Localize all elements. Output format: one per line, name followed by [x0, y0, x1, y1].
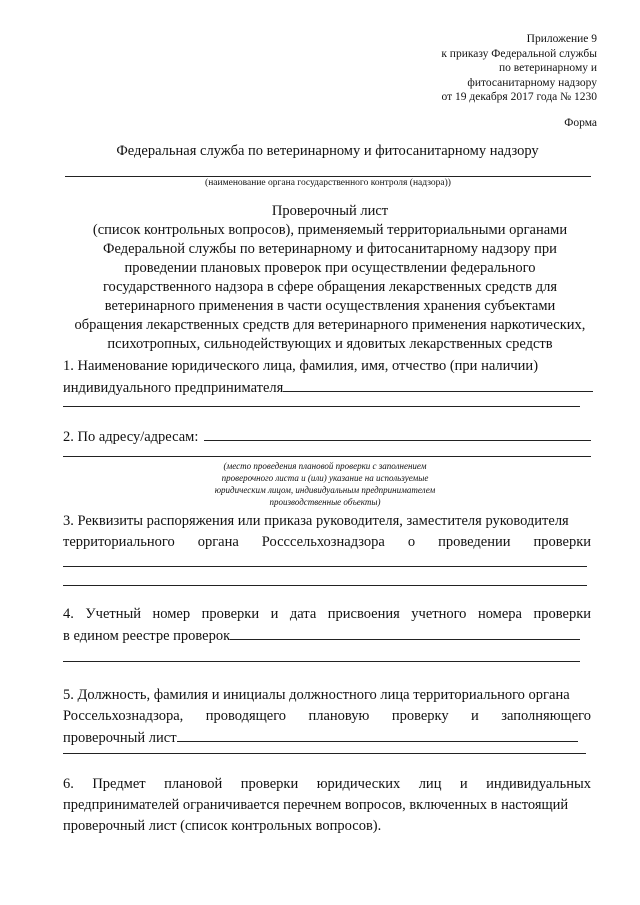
item-2: [63, 426, 591, 448]
item-5-input[interactable]: [177, 727, 578, 742]
title-line: ветеринарного применения в части осуществления хранения субъектами: [104, 298, 556, 314]
item-5-line: проверочный лист: [63, 730, 177, 746]
item-1-input[interactable]: [283, 377, 593, 392]
item-1: [63, 356, 593, 399]
item-1-input-extra[interactable]: [63, 406, 580, 407]
item-2-caption-line: (место проведения плановой проверки с заполнением: [223, 461, 427, 471]
item-2-input-extra[interactable]: [63, 456, 591, 457]
item-6-line: проверочный лист (список контрольных вопросов).: [63, 818, 382, 834]
form-label: Форма: [564, 117, 597, 129]
item-3-line: 3. Реквизиты распоряжения или приказа руководителя, заместителя руководителя: [63, 513, 569, 529]
item-5-line: 5. Должность, фамилия и инициалы должностного лица территориального органа: [63, 687, 570, 703]
item-2-caption: [175, 460, 475, 508]
agency-name-line[interactable]: [65, 176, 591, 177]
item-6-line: 6. Предмет плановой проверки юридических лиц и индивидуальных: [63, 776, 591, 792]
item-3: [63, 511, 591, 553]
item-2-caption-line: юридическим лицом, индивидуальным предпринимателем: [214, 485, 436, 495]
appendix-line: от 19 декабря 2017 года № 1230: [441, 91, 597, 104]
item-5: [63, 685, 591, 749]
item-1-line: индивидуального предпринимателя: [63, 380, 284, 396]
title-line: (список контрольных вопросов), применяемый территориальными органами: [92, 222, 568, 238]
title-line: Федеральной службы по ветеринарному и фитосанитарному надзору при: [103, 241, 557, 257]
item-4-input-extra[interactable]: [63, 661, 580, 662]
item-4-input[interactable]: [230, 625, 580, 640]
agency-name: Федеральная служба по ветеринарному и фитосанитарному надзору: [116, 143, 539, 159]
item-3-input[interactable]: [63, 566, 587, 567]
appendix-header: [441, 32, 597, 105]
item-4: [63, 604, 591, 647]
title-line: психотропных, сильнодействующих и ядовитых лекарственных средств: [107, 336, 553, 352]
title-line: государственного надзора в сфере обращения лекарственных средств для: [102, 279, 558, 295]
item-2-line: 2. По адресу/адресам:: [63, 429, 199, 445]
item-3-input-extra[interactable]: [63, 585, 587, 586]
checklist-title: [40, 202, 620, 354]
item-3-line: территориального органа Росссельхознадзора о проведении проверки: [63, 534, 591, 550]
title-heading: Проверочный лист: [271, 203, 389, 219]
item-2-caption-line: проверочного листа и (или) указание на используемые: [221, 473, 429, 483]
item-2-input[interactable]: [204, 426, 591, 441]
appendix-line: фитосанитарному надзору: [467, 76, 597, 89]
item-5-line: Россельхознадзора, проводящего плановую проверку и заполняющего: [63, 708, 591, 724]
agency-caption: (наименование органа государственного контроля (надзора)): [205, 178, 451, 188]
item-1-line: 1. Наименование юридического лица, фамилия, имя, отчество (при наличии): [63, 358, 539, 374]
appendix-line: по ветеринарному и: [498, 62, 597, 75]
item-4-line: 4. Учетный номер проверки и дата присвоения учетного номера проверки: [63, 606, 591, 622]
item-6: [63, 774, 591, 837]
item-5-input-extra[interactable]: [63, 753, 586, 754]
item-2-caption-line: производственные объекты): [269, 497, 381, 507]
appendix-line: к приказу Федеральной службы: [441, 47, 597, 60]
appendix-line: Приложение 9: [526, 33, 597, 45]
item-4-line: в едином реестре проверок: [63, 628, 231, 644]
title-line: обращения лекарственных средств для ветеринарного применения наркотических,: [74, 317, 586, 333]
item-6-line: предпринимателей ограничивается перечнем вопросов, включенных в настоящий: [63, 797, 569, 813]
title-line: проведении плановых проверок при осуществлении федерального: [124, 260, 536, 276]
